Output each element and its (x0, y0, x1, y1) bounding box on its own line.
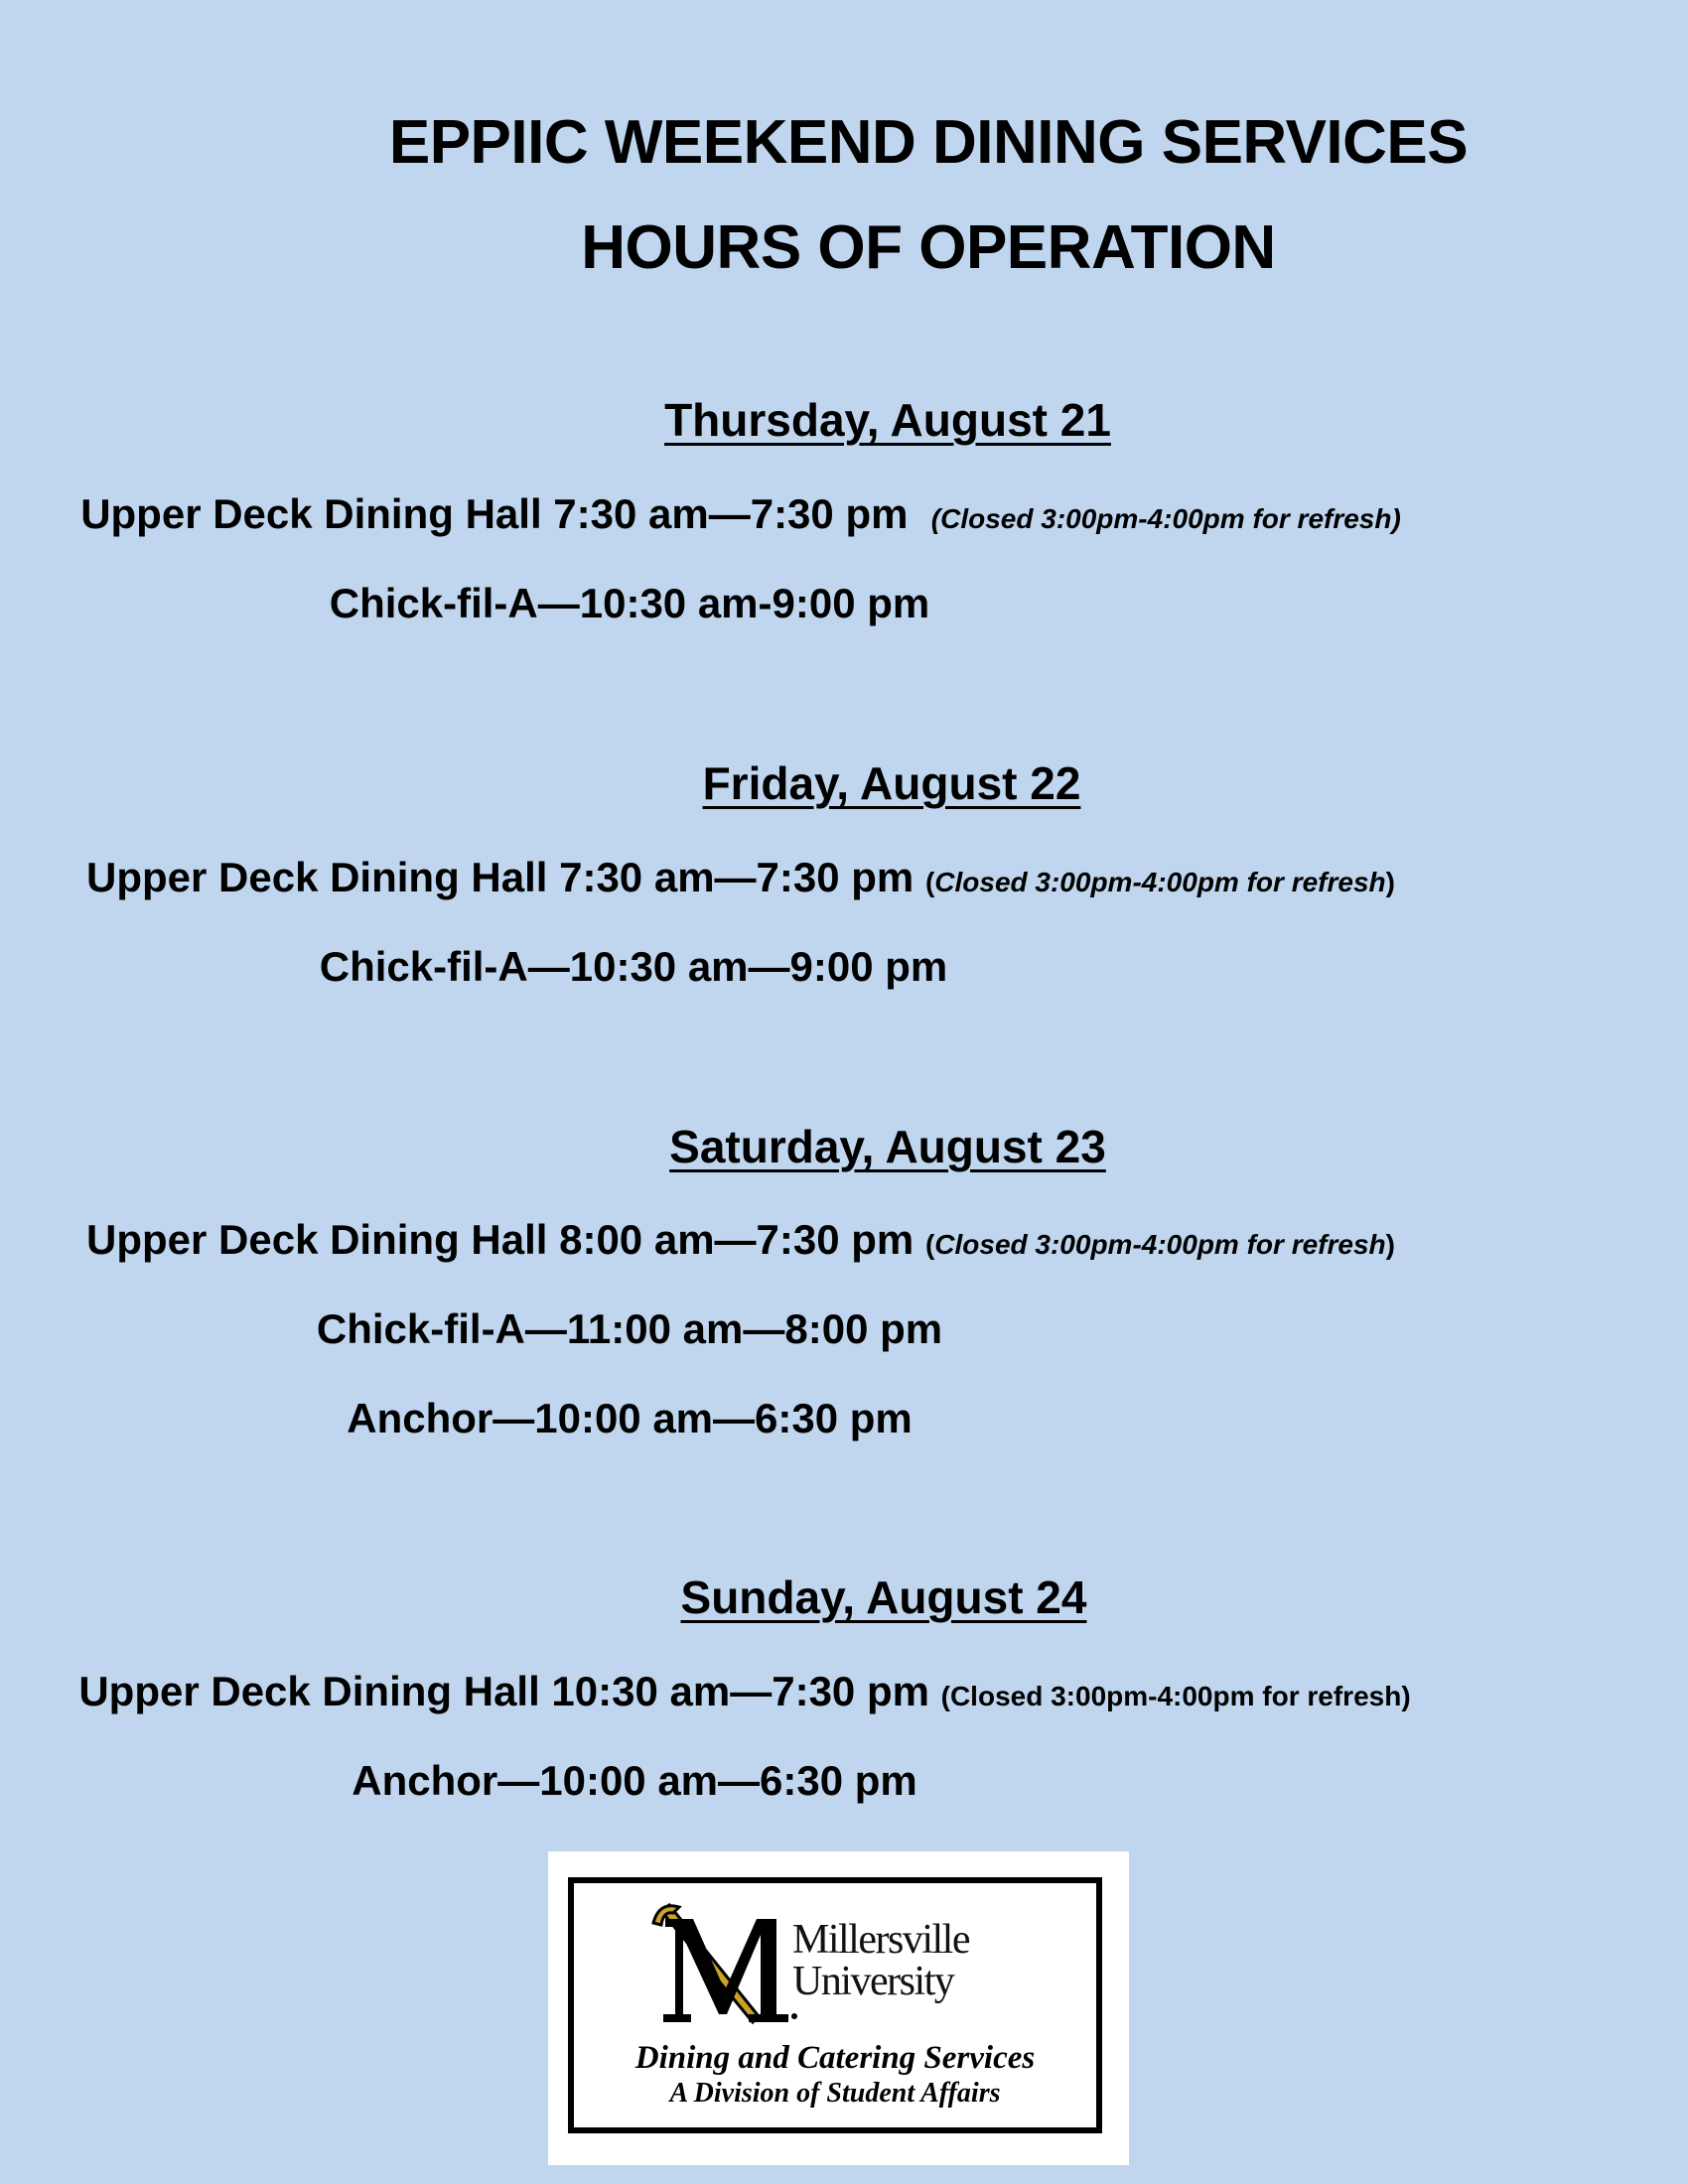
venue-hours: Chick-fil-A—10:30 am-9:00 pm (329, 580, 930, 626)
schedule-line (0, 1668, 1489, 1715)
day-heading-saturday: Saturday, August 23 (669, 1121, 1106, 1172)
university-wordmark (792, 1919, 969, 2002)
closure-note: Closed 3:00pm-4:00pm for refresh (934, 867, 1386, 897)
venue-hours: Upper Deck Dining Hall 7:30 am—7:30 pm (86, 854, 914, 900)
day-heading-thursday: Thursday, August 21 (664, 394, 1111, 446)
schedule-line: Upper Deck Dining Hall 7:30 am—7:30 pm (Closed 3:00pm-4:00pm for refresh) (86, 854, 1395, 900)
logo-tagline2: A Division of Student Affairs (669, 2078, 1001, 2109)
logo-frame (568, 1877, 1102, 2133)
schedule-line (0, 1395, 1259, 1442)
venue-hours: Upper Deck Dining Hall 10:30 am—7:30 pm (78, 1668, 929, 1714)
wordmark-line1: Millersville (792, 1917, 969, 1963)
logo-tagline1: Dining and Catering Services (634, 2040, 1036, 2076)
venue-hours: Chick-fil-A—11:00 am—8:00 pm (316, 1305, 943, 1352)
university-m-sword-icon (649, 1897, 798, 2036)
venue-hours: Upper Deck Dining Hall 7:30 am—7:30 pm (80, 490, 909, 537)
schedule-line (0, 1305, 1259, 1353)
schedule-line: Upper Deck Dining Hall 8:00 am—7:30 pm (Closed 3:00pm-4:00pm for refresh) (86, 1216, 1395, 1263)
page-title-line2: HOURS OF OPERATION (581, 213, 1276, 282)
schedule-line (0, 943, 1267, 991)
closure-note: (Closed 3:00pm-4:00pm for refresh) (940, 1681, 1411, 1711)
wordmark-line2: University (792, 1959, 954, 2004)
dining-services-logo (548, 1851, 1129, 2165)
schedule-line (0, 580, 1259, 627)
page-title-line1: EPPIIC WEEKEND DINING SERVICES (388, 108, 1469, 177)
schedule-line (0, 490, 1481, 538)
day-heading-sunday: Sunday, August 24 (680, 1571, 1087, 1623)
venue-hours: Chick-fil-A—10:30 am—9:00 pm (319, 943, 948, 990)
day-heading-friday: Friday, August 22 (702, 757, 1081, 809)
closure-note: Closed 3:00pm-4:00pm for refresh (934, 1229, 1386, 1260)
venue-hours: Upper Deck Dining Hall 8:00 am—7:30 pm (86, 1216, 914, 1263)
closure-note: (Closed 3:00pm-4:00pm for refresh) (930, 503, 1401, 534)
venue-hours: Anchor—10:00 am—6:30 pm (347, 1395, 913, 1441)
venue-hours: Anchor—10:00 am—6:30 pm (352, 1757, 917, 1804)
schedule-line (0, 1757, 1269, 1805)
